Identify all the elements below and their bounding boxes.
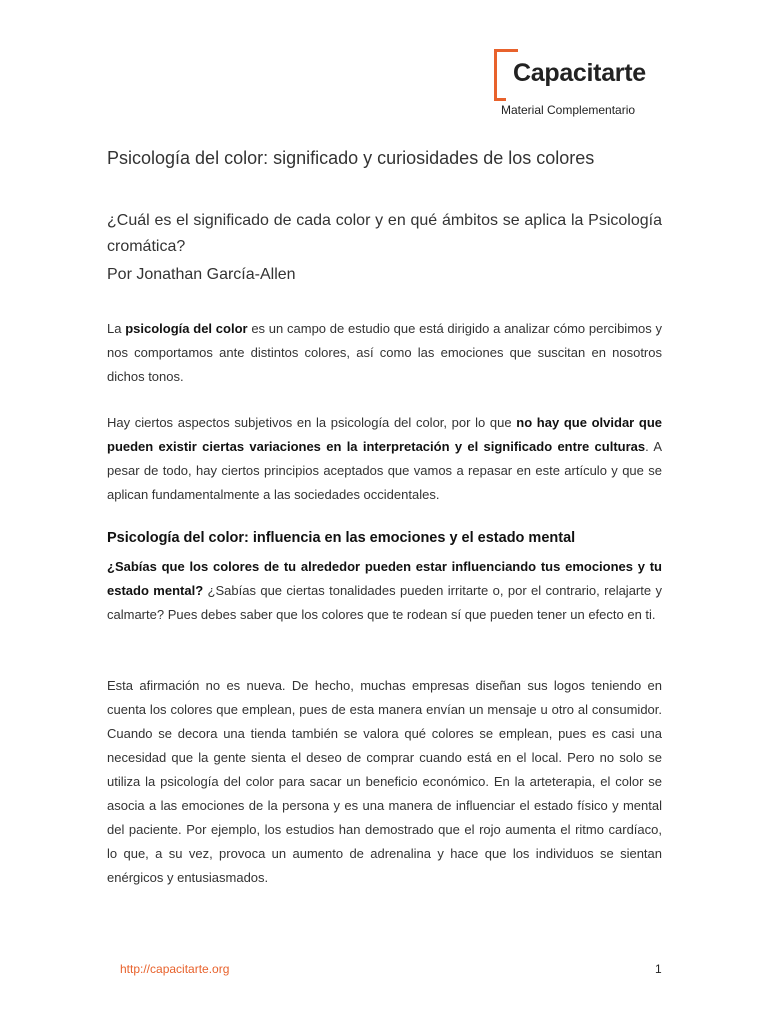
document-title: Psicología del color: significado y curiosidades de los colores (107, 148, 595, 168)
paragraph-emotions (107, 555, 662, 627)
text-run: Hay ciertos aspectos subjetivos en la psicología del color, por lo que (107, 415, 517, 430)
page-number: 1 (655, 962, 662, 976)
bold-run: psicología del color (125, 321, 248, 336)
logo-bracket-icon (494, 49, 518, 52)
document-subtitle: ¿Cuál es el significado de cada color y en qué ámbitos se aplica la Psicología cromática? (107, 212, 662, 255)
text-run: es un campo de estudio que está dirigido a analizar cómo percibimos y nos comportamos ante distintos colores, así como las emociones que suscitan en nosotros dichos tonos. (107, 321, 662, 384)
paragraph-subjective (107, 411, 662, 507)
paragraph-history: Esta afirmación no es nueva. De hecho, muchas empresas diseñan sus logos teniendo en cuenta los colores que emplean, pues de esta manera envían un mensaje u otro al consumidor. Cuando se decora una tienda también se valora qué colores se emplean, pues es casi una necesidad que la gente sienta el deseo de comprar cuando está en el local. Pero no solo se utiliza la psicología del color para sacar un beneficio económico. En la arteterapia, el color se asocia a las emociones de la persona y es una manera de influenciar el estado físico y mental del paciente. Por ejemplo, los estudios han demostrado que el rojo aumenta el ritmo cardíaco, lo que, a su vez, provoca un aumento de adrenalina y hace que los individuos se sientan enérgicos y entusiasmados. (107, 678, 662, 885)
capacitarte-logo (494, 47, 664, 121)
logo-bracket-icon-left (494, 49, 497, 101)
paragraph-intro (107, 317, 662, 389)
text-run: La (107, 321, 126, 336)
logo-subtitle: Material Complementario (501, 103, 636, 117)
text-run: ¿Sabías que ciertas tonalidades pueden irritarte o, por el contrario, relajarte y calmarte? Pues debes saber que los colores que te rodean sí que pueden tener un efecto en ti. (107, 583, 662, 622)
section-heading: Psicología del color: influencia en las emociones y el estado mental (107, 530, 576, 546)
footer-link[interactable]: http://capacitarte.org (120, 962, 230, 976)
logo-bracket-icon-bottom (494, 98, 506, 101)
bold-run: no hay que olvidar que pueden existir ciertas variaciones en la interpretación y el significado entre culturas (107, 415, 662, 454)
author-byline: Por Jonathan García-Allen (107, 266, 296, 283)
bold-run: ¿Sabías que los colores de tu alrededor pueden estar influenciando tus emociones y tu estado mental? (107, 559, 662, 598)
logo-name: Capacitarte (513, 59, 646, 87)
text-run: . A pesar de todo, hay ciertos principios aceptados que vamos a repasar en este artículo y que se aplican fundamentalmente a las sociedades occidentales. (107, 439, 662, 502)
